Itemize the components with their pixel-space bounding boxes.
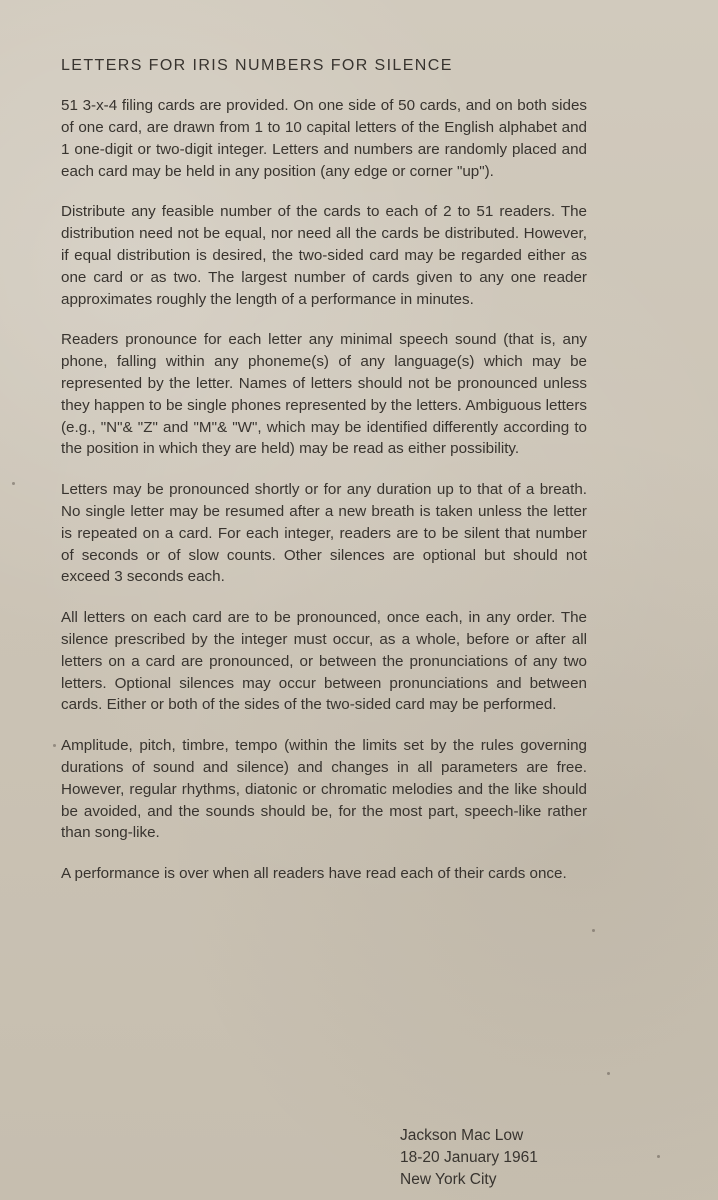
document-title: LETTERS FOR IRIS NUMBERS FOR SILENCE bbox=[61, 57, 453, 74]
paper-speck bbox=[592, 929, 595, 932]
paper-speck bbox=[12, 482, 15, 485]
document-body bbox=[61, 56, 587, 904]
paragraph-2: Distribute any feasible number of the cards to each of 2 to 51 readers. The distribution need not be equal, nor need all the cards be distributed. However, if equal distribution is desired, the two-sided card may be regarded either as one card or as two. The largest number of cards given to any one reader approximates roughly the length of a performance in minutes. bbox=[61, 203, 587, 308]
signature-place: New York City bbox=[400, 1171, 497, 1188]
paragraph-7: A performance is over when all readers have read each of their cards once. bbox=[61, 865, 567, 883]
paper-speck bbox=[607, 1072, 610, 1075]
paper-speck bbox=[657, 1155, 660, 1158]
paragraph-4: Letters may be pronounced shortly or for any duration up to that of a breath. No single letter may be resumed after a new breath is taken unless the letter is repeated on a card. For each integer, readers are to be silent that number of seconds or of slow counts. Other silences are optional but should not exceed 3 seconds each. bbox=[61, 481, 587, 586]
signature-date: 18-20 January 1961 bbox=[400, 1149, 538, 1166]
author-name: Jackson Mac Low bbox=[400, 1127, 524, 1144]
paragraph-6: Amplitude, pitch, timbre, tempo (within the limits set by the rules governing durations of sound and silence) and changes in all parameters are free. However, regular rhythms, diatonic or chromatic melodies and the like should be avoided, and the sounds should be, for the most part, speech-like rather than song-like. bbox=[61, 737, 587, 842]
paragraph-1: 51 3-x-4 filing cards are provided. On one side of 50 cards, and on both sides of one card, are drawn from 1 to 10 capital letters of the English alphabet and 1 one-digit or two-digit integer. Letters and numbers are randomly placed and each card may be held in any position (any edge or corner "up"). bbox=[61, 97, 587, 180]
paragraph-5: All letters on each card are to be pronounced, once each, in any order. The silence prescribed by the integer must occur, as a whole, before or after all letters on a card are pronounced, or between the pronunciations of any two letters. Optional silences may occur between pronunciations and between cards. Either or both of the sides of the two-sided card may be performed. bbox=[61, 609, 587, 714]
paper-speck bbox=[53, 744, 56, 747]
paragraph-3: Readers pronounce for each letter any minimal speech sound (that is, any phone, falling within any phoneme(s) of any language(s) which may be represented by the letter. Names of letters should not be pronounced unless they happen to be single phones represented by the letters. Ambiguous letters (e.g., "N"& "Z" and "M"& "W", which may be identified differently according to the position in which they are held) may be read as either possibility. bbox=[61, 331, 587, 458]
signature-block bbox=[400, 1125, 538, 1191]
